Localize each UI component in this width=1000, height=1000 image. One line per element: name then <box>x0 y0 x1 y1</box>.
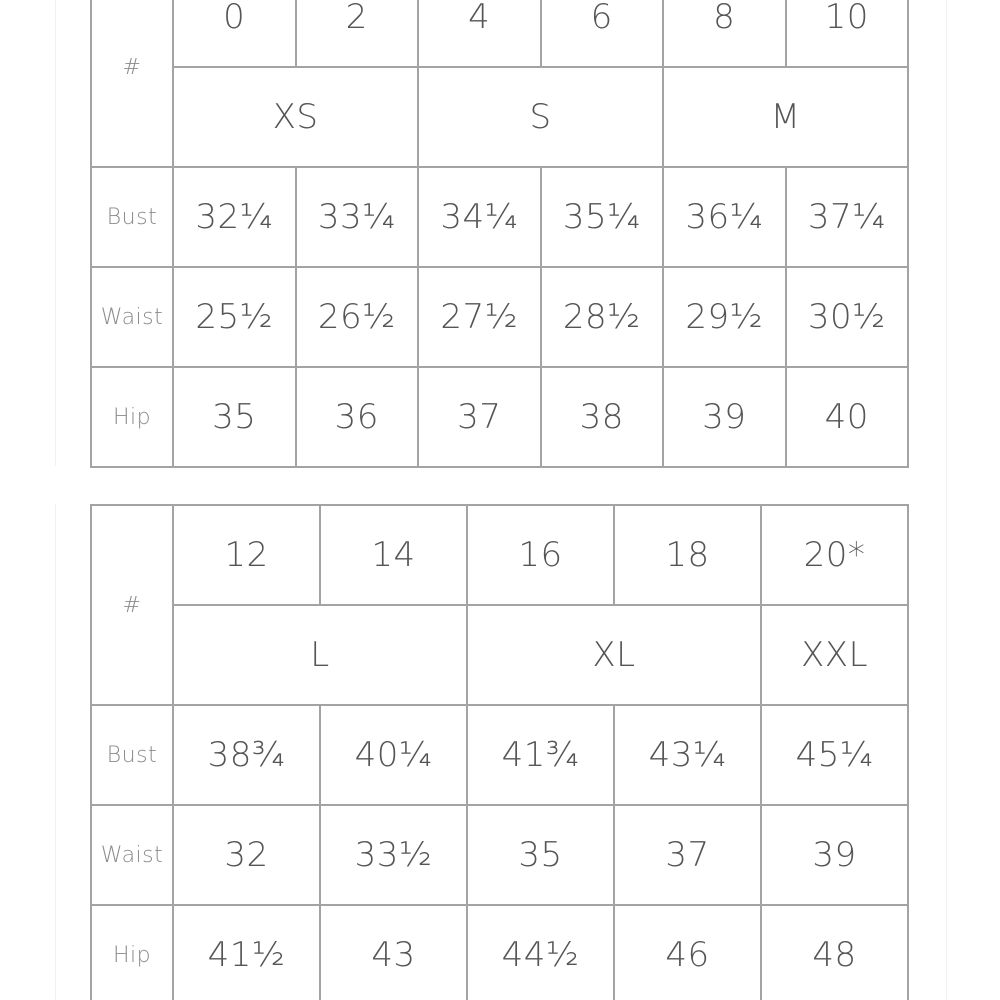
size-number-cell: 8 <box>663 0 786 67</box>
measurement-cell: 46 <box>614 905 761 1000</box>
measurement-cell: 37 <box>614 805 761 905</box>
size-number-cell: 0 <box>173 0 296 67</box>
measurement-row-bust <box>91 705 908 805</box>
measurement-cell: 38¾ <box>173 705 320 805</box>
row-label: Waist <box>91 805 173 905</box>
measurement-cell: 26½ <box>296 267 419 367</box>
size-number-cell: 10 <box>786 0 909 67</box>
measurement-cell: 25½ <box>173 267 296 367</box>
measurement-cell: 40 <box>786 367 909 467</box>
measurement-cell: 45¼ <box>761 705 908 805</box>
measurement-cell: 39 <box>761 805 908 905</box>
measurement-cell: 30½ <box>786 267 909 367</box>
size-number-cell: 6 <box>541 0 664 67</box>
measurement-row-hip <box>91 367 908 467</box>
size-number-cell: 2 <box>296 0 419 67</box>
measurement-cell: 40¼ <box>320 705 467 805</box>
row-label: Bust <box>91 705 173 805</box>
measurement-cell: 35 <box>173 367 296 467</box>
size-number-cell: 12 <box>173 505 320 605</box>
measurement-cell: 28½ <box>541 267 664 367</box>
letter-size-cell: S <box>418 67 663 167</box>
measurement-cell: 33½ <box>320 805 467 905</box>
size-number-cell: 16 <box>467 505 614 605</box>
size-chart-table-2 <box>90 504 909 1000</box>
measurement-cell: 43¼ <box>614 705 761 805</box>
measurement-cell: 43 <box>320 905 467 1000</box>
measurement-row-waist <box>91 267 908 367</box>
letter-size-cell: XL <box>467 605 761 705</box>
measurement-cell: 35¼ <box>541 167 664 267</box>
measurement-cell: 38 <box>541 367 664 467</box>
measurement-cell: 36¼ <box>663 167 786 267</box>
letter-size-cell: M <box>663 67 908 167</box>
size-number-cell: 14 <box>320 505 467 605</box>
number-header-label: # <box>91 0 173 167</box>
row-label: Waist <box>91 267 173 367</box>
size-number-cell: 18 <box>614 505 761 605</box>
letter-size-row <box>91 605 908 705</box>
measurement-cell: 39 <box>663 367 786 467</box>
measurement-cell: 48 <box>761 905 908 1000</box>
letter-size-cell: XS <box>173 67 418 167</box>
number-header-label: # <box>91 505 173 705</box>
measurement-cell: 37 <box>418 367 541 467</box>
size-number-row <box>91 505 908 605</box>
measurement-cell: 41½ <box>173 905 320 1000</box>
letter-size-row <box>91 67 908 167</box>
row-label: Hip <box>91 367 173 467</box>
measurement-cell: 35 <box>467 805 614 905</box>
measurement-cell: 33¼ <box>296 167 419 267</box>
table-gap <box>55 466 945 504</box>
size-number-row <box>91 0 908 67</box>
measurement-row-hip <box>91 905 908 1000</box>
measurement-cell: 37¼ <box>786 167 909 267</box>
size-number-cell: 20* <box>761 505 908 605</box>
measurement-cell: 27½ <box>418 267 541 367</box>
measurement-cell: 44½ <box>467 905 614 1000</box>
measurement-cell: 29½ <box>663 267 786 367</box>
measurement-cell: 36 <box>296 367 419 467</box>
row-label: Hip <box>91 905 173 1000</box>
row-label: Bust <box>91 167 173 267</box>
letter-size-cell: L <box>173 605 467 705</box>
size-number-cell: 4 <box>418 0 541 67</box>
measurement-cell: 41¾ <box>467 705 614 805</box>
measurement-cell: 34¼ <box>418 167 541 267</box>
letter-size-cell: XXL <box>761 605 908 705</box>
measurement-row-waist <box>91 805 908 905</box>
measurement-row-bust <box>91 167 908 267</box>
size-chart-table-1 <box>90 0 909 468</box>
measurement-cell: 32 <box>173 805 320 905</box>
measurement-cell: 32¼ <box>173 167 296 267</box>
